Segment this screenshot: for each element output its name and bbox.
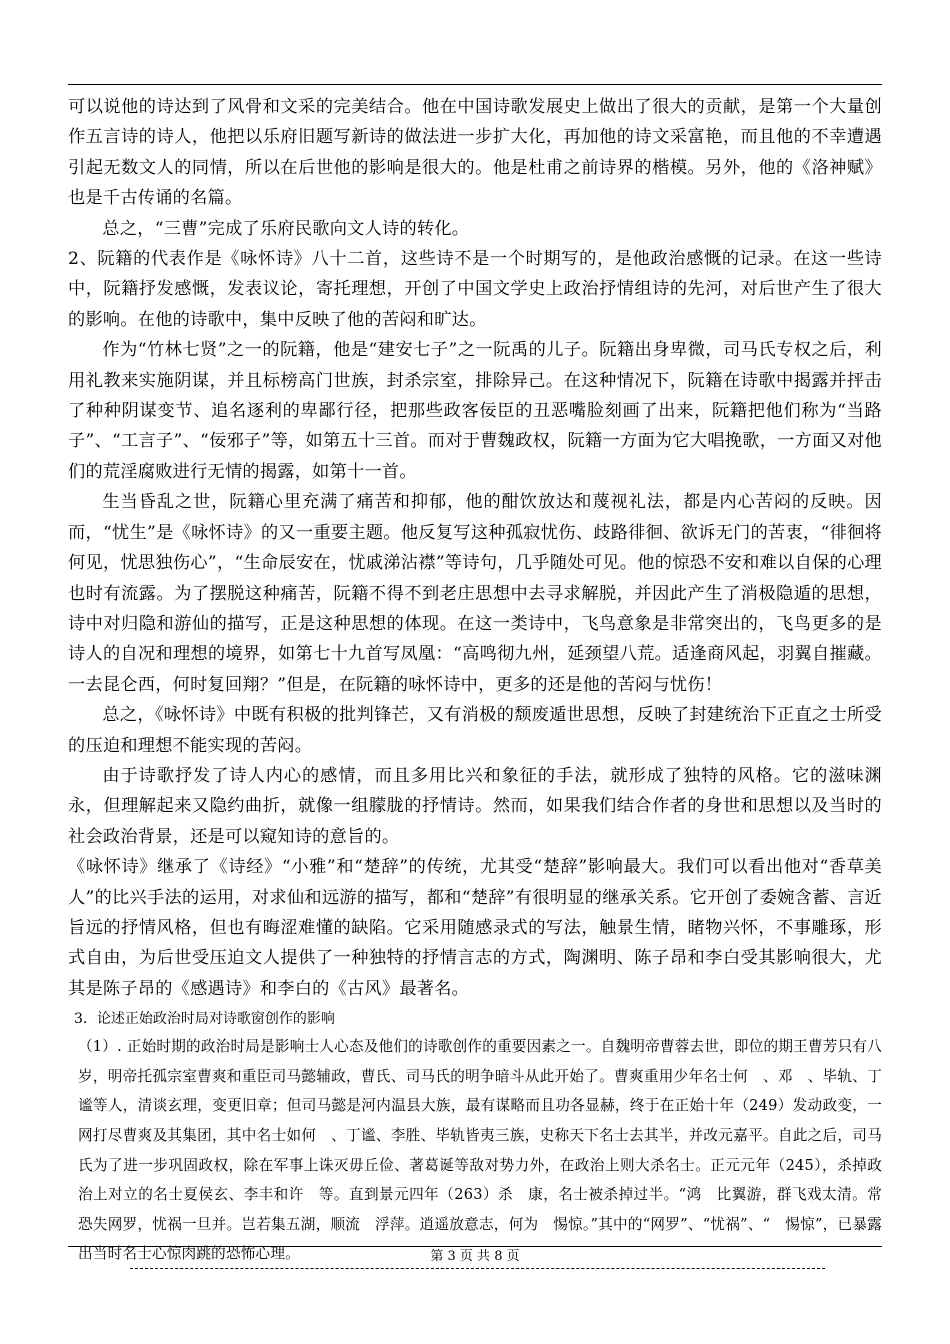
paragraph-cao-zhi-conclusion: 可以说他的诗达到了风骨和文采的完美结合。他在中国诗歌发展史上做出了很大的贡献，是第一个大量创作五言诗的诗人，他把以乐府旧题写新诗的做法进一步扩大化，再加他的诗文采富艳，而且他的不幸遭遇引起无数文人的同情，所以在后世他的影响是很大的。他是杜甫之前诗界的楷模。另外，他的《洛神赋》也是千古传诵的名篇。 <box>68 97 882 209</box>
bottom-rule <box>68 1246 882 1247</box>
paragraph-ruan-ji-background: 作为“竹林七贤”之一的阮籍，他是“建安七子”之一阮禹的儿子。阮籍出身卑微，司马氏专权之后，利用礼教来实施阴谋，并且标榜高门世族，封杀宗室，排除异己。在这种情况下，阮籍在诗歌中揭露并抨击了种种阴谋变节、追名逐利的卑鄙行径，把那些政客佞臣的丑恶嘴脸刻画了出来，阮籍把他们称为“当路子”、“工言子”、“佞邪子”等，如第五十三首。而对于曹魏政权，阮籍一方面为它大唱挽歌，一方面又对他们的荒淫腐败进行无情的揭露，如第十一首。 <box>68 340 882 482</box>
paragraph-yonghuai-legacy: 《咏怀诗》继承了《诗经》“小雅”和“楚辞”的传统，尤其受“楚辞”影响最大。我们可以看出他对“香草美人”的比兴手法的运用，对求仙和远游的描写，都和“楚辞”有很明显的继承关系。它开创了委婉含蓄、言近旨远的抒情风格，但也有晦涩难懂的缺陷。它采用随感录式的写法，触景生情，睹物兴怀，不事雕琢，形式自由，为后世受压迫文人提供了一种独特的抒情言志的方式，陶渊明、陈子昂和李白受其影响很大，尤其是陈子昂的《感遇诗》和李白的《古风》最著名。 <box>68 857 882 999</box>
paragraph-yonghuai-summary: 总之，《咏怀诗》中既有积极的批判锋芒，又有消极的颓废遁世思想，反映了封建统治下正直之士所受的压迫和理想不能实现的苦闷。 <box>68 705 882 756</box>
paragraph-san-cao-summary: 总之，“三曹”完成了乐府民歌向文人诗的转化。 <box>102 218 470 239</box>
top-rule <box>68 84 882 85</box>
page-number: 第 3 页 共 8 页 <box>430 1249 520 1264</box>
section-3-text: （1）. 正始时期的政治时局是影响士人心态及他们的诗歌创作的重要因素之一。自魏明帝曹蓉去世，即位的期王曹芳只有八岁，明帝托孤宗室曹爽和重臣司马懿辅政，曹氏、司马氏的明争暗斗从此开始了。曹爽重用少年名士何 、邓 、毕轨、丁谧等人，清谈玄理，变更旧章；但司马懿是河内温县大族，最有谋略而且功各显赫，终于在正始十年（249）发动政变，一网打尽曹爽及其集团，其中名士如何 、丁谧、李胜、毕轨皆夷三族，史称天下名士去其半，并改元嘉平。自此之后，司马氏为了进一步巩固政权，除在军事上诛灭毋丘俭、著葛诞等敌对势力外，在政治上则大杀名士。正元元年（245），杀掉政治上对立的名士夏侯玄、李丰和许 等。直到景元四年（263）杀 康，名士被杀掉过半。“鸿 比翼游，群飞戏太清。常恐失网罗，忧祸一旦并。岂若集五湖，顺流 浮萍。逍遥放意志，何为 惕惊。”其中的“网罗”、“忧祸”、“ 惕惊”，已暴露出当时名士心惊肉跳的恐怖心理。 <box>78 1038 882 1263</box>
dashed-divider <box>130 1268 825 1269</box>
paragraph-ruan-ji-intro: 2、阮籍的代表作是《咏怀诗》八十二首，这些诗不是一个时期写的，是他政治感慨的记录。在这一些诗中，阮籍抒发感慨，发表议论，寄托理想，开创了中国文学史上政治抒情组诗的先河，对后世产生了很大的影响。在他的诗歌中，集中反映了他的苦闷和旷达。 <box>68 249 882 330</box>
section-3-heading: 3．论述正始政治时局对诗歌窗创作的影响 <box>74 1011 335 1028</box>
paragraph-ruan-ji-sorrow: 生当昏乱之世，阮籍心里充满了痛苦和抑郁，他的酣饮放达和蔑视礼法，都是内心苦闷的反映。因而，“忧生”是《咏怀诗》的又一重要主题。他反复写这种孤寂忧伤、歧路徘徊、欲诉无门的苦衷，“徘徊将何见，忧思独伤心”，“生命辰安在，忧戚涕沾襟”等诗句，几乎随处可见。他的惊恐不安和难以自保的心理也时有流露。为了摆脱这种痛苦，阮籍不得不到老庄思想中去寻求解脱，并因此产生了消极隐遁的思想，诗中对归隐和游仙的描写，正是这种思想的体现。在这一类诗中，飞鸟意象是非常突出的，飞鸟更多的是诗人的自况和理想的境界，如第七十九首写凤凰：“高鸣彻九州，延颈望八荒。适逢商风起，羽翼自摧藏。一去昆仑西，何时复回翔？”但是，在阮籍的咏怀诗中，更多的还是他的苦闷与忧伤！ <box>68 492 882 695</box>
document-body <box>68 92 882 1269</box>
paragraph-yonghuai-style: 由于诗歌抒发了诗人内心的感情，而且多用比兴和象征的手法，就形成了独特的风格。它的滋味渊永，但理解起来又隐约曲折，就像一组朦胧的抒情诗。然而，如果我们结合作者的身世和思想以及当时的社会政治背景，还是可以窥知诗的意旨的。 <box>68 765 882 847</box>
